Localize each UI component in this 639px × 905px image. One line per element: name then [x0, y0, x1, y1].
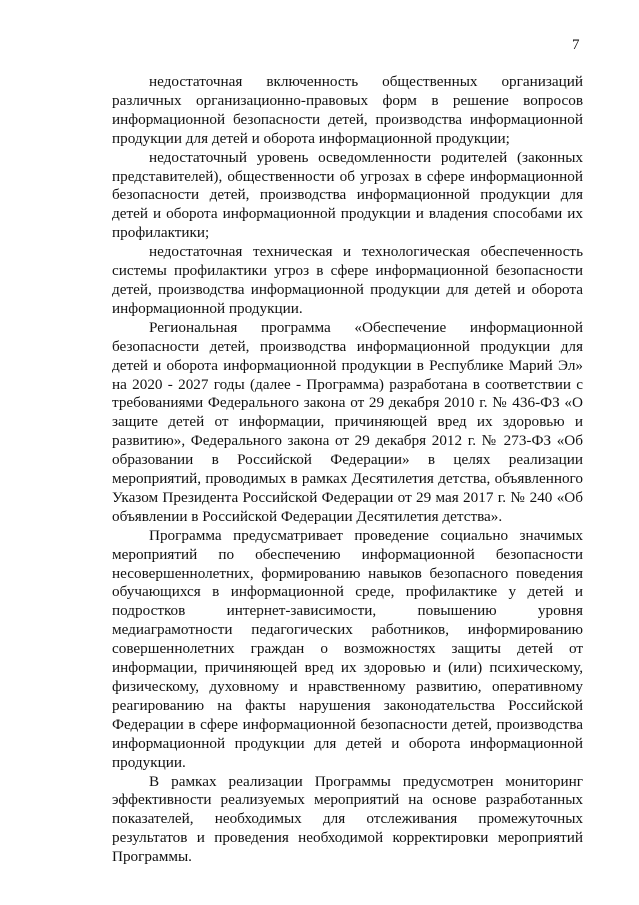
- paragraph-4: Региональная программа «Обеспечение информационной безопасности детей, производства информационной продукции для детей и оборота информационной продукции в Республике Марий Эл» на 2020 - 2027 годы (далее - Программа) разработана в соответствии с требованиями Федерального закона от 29 декабря 2010 г. № 436-ФЗ «О защите детей от информации, причиняющей вред их здоровью и развитию», Федерального закона от 29 декабря 2012 г. № 273-ФЗ «Об образовании в Российской Федерации» в целях реализации мероприятий, проводимых в рамках Десятилетия детства, объявленного Указом Президента Российской Федерации от 29 мая 2017 г. № 240 «Об объявлении в Российской Федерации Десятилетия детства».: [112, 318, 583, 525]
- document-body: [112, 73, 583, 867]
- paragraph-1: недостаточная включенность общественных организаций различных организационно-правовых форм в решение вопросов информационной безопасности детей, производства информационной продукции для детей и оборота информационной продукции;: [112, 73, 583, 147]
- paragraph-3: недостаточная техническая и технологическая обеспеченность системы профилактики угроз в сфере информационной безопасности детей, производства информационной продукции для детей и оборота информационной продукции.: [112, 243, 583, 317]
- paragraph-5: Программа предусматривает проведение социально значимых мероприятий по обеспечению информационной безопасности несовершеннолетних, формированию навыков безопасного поведения обучающихся в информационной среде, профилактике у детей и подростков интернет-зависимости, повышению уровня медиаграмотности педагогических работников, информированию совершеннолетних граждан о возможностях защиты детей от информации, причиняющей вред их здоровью и (или) психическому, физическому, духовному и нравственному развитию, оперативному реагированию на факты нарушения законодательства Российской Федерации в сфере информационной безопасности детей, производства информационной продукции для детей и оборота информационной продукции.: [112, 526, 583, 771]
- page-number: 7: [572, 37, 580, 53]
- paragraph-2: недостаточный уровень осведомленности родителей (законных представителей), общественности об угрозах в сфере информационной безопасности детей, производства информационной продукции для детей и оборота информационной продукции и владения способами их профилактики;: [112, 148, 583, 242]
- paragraph-6: В рамках реализации Программы предусмотрен мониторинг эффективности реализуемых мероприятий на основе разработанных показателей, необходимых для отслеживания промежуточных результатов и проведения необходимой корректировки мероприятий Программы.: [112, 772, 583, 866]
